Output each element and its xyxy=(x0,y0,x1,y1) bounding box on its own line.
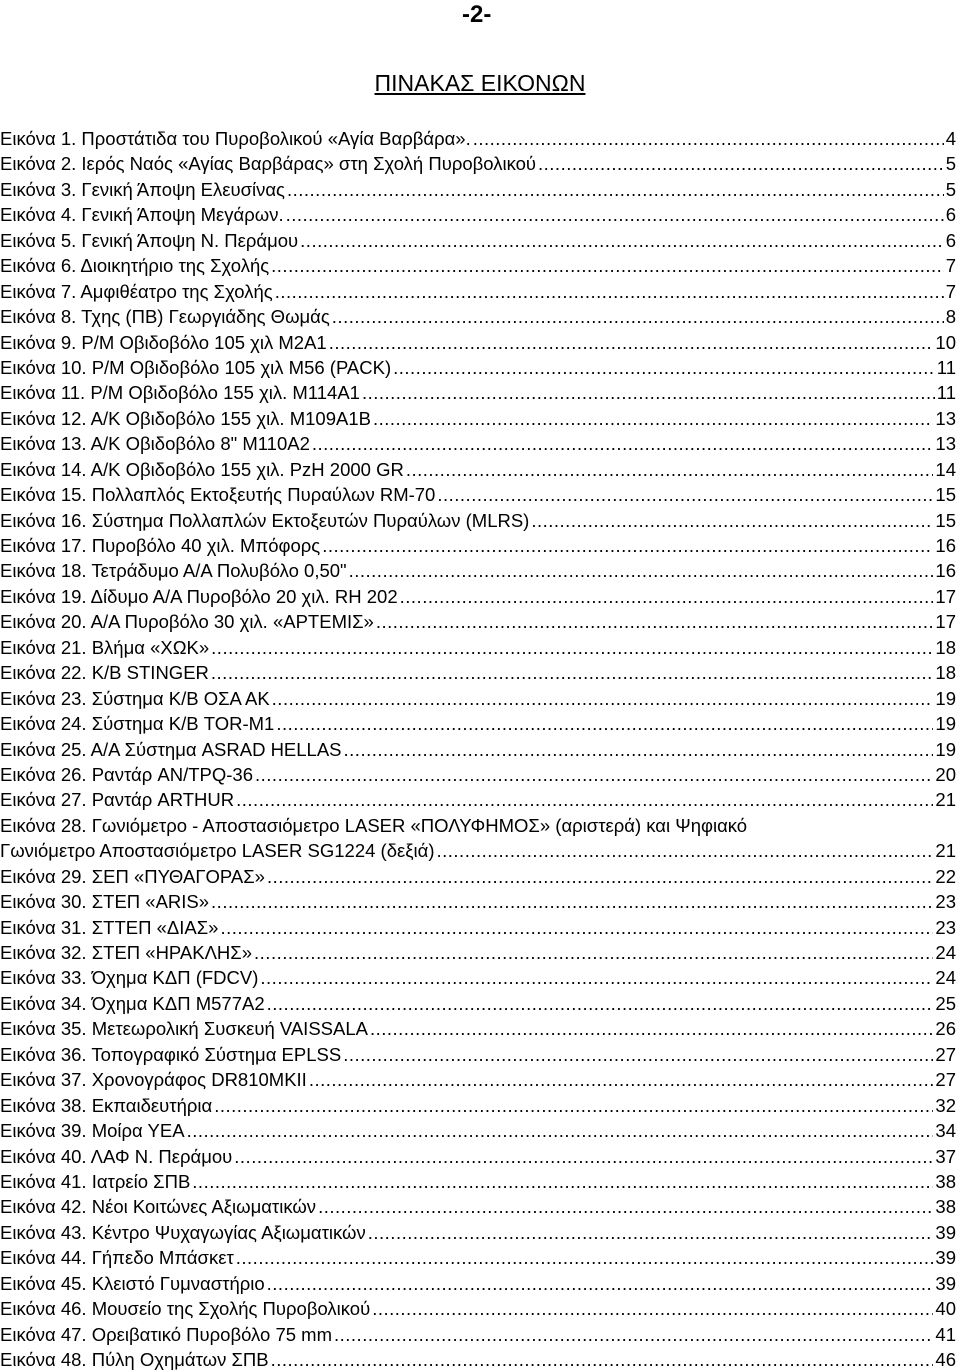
toc-entry-label: Εικόνα 41. Ιατρείο ΣΠΒ xyxy=(0,1170,191,1192)
dot-leader xyxy=(286,202,944,227)
toc-entry-page: 19 xyxy=(935,738,956,760)
toc-entry[interactable] xyxy=(0,508,956,533)
dot-leader xyxy=(334,1322,933,1347)
toc-entry-label: Εικόνα 6. Διοικητήριο της Σχολής xyxy=(0,255,270,277)
toc-entry[interactable] xyxy=(0,1042,956,1067)
toc-entry-label: Εικόνα 23. Σύστημα Κ/Β ΟΣΑ ΑΚ xyxy=(0,687,270,709)
dot-leader xyxy=(236,1245,934,1270)
toc-entry[interactable] xyxy=(0,609,956,634)
dot-leader xyxy=(344,737,934,762)
toc-entry-page: 20 xyxy=(935,763,956,785)
toc-entry-page: 6 xyxy=(945,204,956,226)
toc-entry-label: Εικόνα 29. ΣΕΠ «ΠΥΘΑΓΟΡΑΣ» xyxy=(0,865,265,887)
dot-leader xyxy=(192,1169,933,1194)
toc-entry-label: Εικόνα 32. ΣΤΕΠ «ΗΡΑΚΛΗΣ» xyxy=(0,942,253,963)
dot-leader xyxy=(211,889,933,914)
dot-leader xyxy=(376,609,934,634)
toc-entry[interactable] xyxy=(0,1245,956,1270)
toc-entry[interactable] xyxy=(0,1194,956,1219)
toc-entry[interactable] xyxy=(0,228,956,253)
dot-leader xyxy=(309,1067,934,1092)
toc-entry-label: Εικόνα 13. Α/Κ Οβιδοβόλο 8" Μ110Α2 xyxy=(0,433,310,455)
toc-entry-page: 13 xyxy=(935,407,956,429)
toc-entry-page: 25 xyxy=(935,992,956,1014)
toc-entry-page: 24 xyxy=(935,942,956,963)
dot-leader xyxy=(220,915,933,940)
dot-leader xyxy=(267,991,934,1016)
toc-entry-label: Εικόνα 12. Α/Κ Οβιδοβόλο 155 χιλ. Μ109Α1Β xyxy=(0,407,371,429)
toc-entry-page: 39 xyxy=(935,1221,956,1243)
toc-entry-label: Εικόνα 40. ΛΑΦ Ν. Περάμου xyxy=(0,1145,233,1167)
toc-entry-label: Εικόνα 5. Γενική Άποψη Ν. Περάμου xyxy=(0,229,299,251)
toc-entry[interactable] xyxy=(0,431,956,456)
toc-entry-label: Εικόνα 9. Ρ/Μ Οβιδοβόλο 105 χιλ Μ2Α1 xyxy=(0,331,327,353)
toc-entry[interactable] xyxy=(0,1118,956,1143)
toc-title xyxy=(0,68,960,98)
toc-entry[interactable] xyxy=(0,965,956,990)
toc-entry-label: Εικόνα 34. Όχημα ΚΔΠ Μ577Α2 xyxy=(0,992,265,1014)
toc-entry-page: 11 xyxy=(936,356,956,378)
toc-entry-page: 5 xyxy=(945,178,956,200)
toc-entry-page: 26 xyxy=(935,1018,956,1040)
toc-entry[interactable] xyxy=(0,864,956,889)
dot-leader xyxy=(214,1093,933,1118)
toc-entry-label: Εικόνα 19. Δίδυμο Α/Α Πυροβόλο 20 χιλ. RH 202 xyxy=(0,585,398,607)
toc-entry-page: 19 xyxy=(935,687,956,709)
toc-entry-page: 18 xyxy=(935,662,956,684)
toc-entry-label: Εικόνα 36. Τοπογραφικό Σύστημα EPLSS xyxy=(0,1043,342,1065)
dot-leader xyxy=(267,864,933,889)
toc-entry[interactable] xyxy=(0,660,956,685)
toc-entry-label: Εικόνα 26. Ραντάρ AN/TPQ-36 xyxy=(0,763,254,785)
toc-entry[interactable] xyxy=(0,151,956,176)
toc-entry-label: Εικόνα 46. Μουσείο της Σχολής Πυροβολικού xyxy=(0,1298,371,1320)
toc-entry-page: 46 xyxy=(935,1349,956,1370)
dot-leader xyxy=(211,635,933,660)
toc-entry[interactable] xyxy=(0,533,956,558)
dot-leader xyxy=(255,762,933,787)
dot-leader xyxy=(531,508,933,533)
toc-entry[interactable] xyxy=(0,915,956,940)
toc-entry-label: Εικόνα 31. ΣΤΤΕΠ «ΔΙΑΣ» xyxy=(0,916,219,938)
toc-entry-label: Εικόνα 33. Όχημα ΚΔΠ (FDCV) xyxy=(0,967,259,989)
toc-entry[interactable] xyxy=(0,1220,956,1245)
toc-entry[interactable] xyxy=(0,813,956,838)
toc-entry-page: 39 xyxy=(935,1247,956,1269)
toc-entry-page: 17 xyxy=(935,611,956,633)
toc-entry[interactable] xyxy=(0,686,956,711)
dot-leader xyxy=(370,1016,933,1041)
toc-entry[interactable] xyxy=(0,380,956,405)
toc-entry[interactable] xyxy=(0,406,956,431)
toc-entry-page: 40 xyxy=(935,1298,956,1320)
toc-entry-page: 27 xyxy=(935,1043,956,1065)
toc-entry-label: Γωνιόμετρο Αποστασιόμετρο LASER SG1224 (δεξιά) xyxy=(0,840,435,862)
dot-leader xyxy=(406,457,934,482)
dot-leader xyxy=(267,1271,934,1296)
toc-entry-label: Εικόνα 2. Ιερός Ναός «Αγίας Βαρβάρας» στη Σχολή Πυροβολικού xyxy=(0,153,537,175)
toc-entry[interactable] xyxy=(0,1016,956,1041)
toc-entry-page: 41 xyxy=(935,1323,956,1345)
toc-entry-label: Εικόνα 4. Γενική Άποψη Μεγάρων. xyxy=(0,204,284,226)
toc-entry-label: Εικόνα 35. Μετεωρολική Συσκευή VAISSALA xyxy=(0,1018,368,1040)
toc-entry-label: Εικόνα 37. Χρονογράφος DR810MKII xyxy=(0,1069,307,1091)
dot-leader xyxy=(272,686,934,711)
dot-leader xyxy=(271,1347,934,1372)
dot-leader xyxy=(473,126,944,151)
dot-leader xyxy=(254,940,933,965)
toc-entry-page: 4 xyxy=(945,128,956,149)
toc-entry[interactable] xyxy=(0,584,956,609)
toc-entry[interactable] xyxy=(0,202,956,227)
dot-leader xyxy=(300,228,944,253)
toc-entry-page: 13 xyxy=(935,433,956,455)
toc-entry-page: 10 xyxy=(935,331,956,353)
dot-leader xyxy=(373,406,933,431)
toc-entry-page: 15 xyxy=(935,509,956,531)
toc-entry-label: Εικόνα 39. Μοίρα ΥΕΑ xyxy=(0,1120,185,1142)
toc-entry-page: 23 xyxy=(935,891,956,913)
toc-entry-page: 27 xyxy=(935,1069,956,1091)
toc-entry[interactable] xyxy=(0,1322,956,1347)
dot-leader xyxy=(287,177,944,202)
toc-entry-label: Εικόνα 43. Κέντρο Ψυχαγωγίας Αξιωματικών xyxy=(0,1221,366,1243)
toc-entry[interactable] xyxy=(0,737,956,762)
toc-entry-page: 11 xyxy=(936,382,956,404)
toc-entry-label: Εικόνα 17. Πυροβόλο 40 χιλ. Μπόφορς xyxy=(0,535,321,556)
dot-leader xyxy=(393,355,935,380)
table-of-figures xyxy=(0,126,956,1372)
toc-entry[interactable] xyxy=(0,1169,956,1194)
dot-leader xyxy=(372,1296,933,1321)
toc-entry-page: 14 xyxy=(935,458,956,480)
toc-entry-page: 16 xyxy=(935,560,956,582)
toc-entry-label: Εικόνα 38. Εκπαιδευτήρια xyxy=(0,1094,213,1116)
toc-entry-label: Εικόνα 27. Ραντάρ ARTHUR xyxy=(0,789,235,811)
toc-entry[interactable] xyxy=(0,991,956,1016)
toc-entry-page: 6 xyxy=(945,229,956,251)
dot-leader xyxy=(329,330,934,355)
toc-entry-page: 16 xyxy=(935,535,956,556)
page-number: -2- xyxy=(462,1,492,28)
toc-entry[interactable] xyxy=(0,635,956,660)
toc-entry[interactable] xyxy=(0,253,956,278)
toc-entry-label: Εικόνα 30. ΣΤΕΠ «ARIS» xyxy=(0,891,210,913)
dot-leader xyxy=(437,838,934,863)
toc-entry-page: 23 xyxy=(935,916,956,938)
toc-entry-label: Εικόνα 15. Πολλαπλός Εκτοξευτής Πυραύλων RM-70 xyxy=(0,484,436,506)
toc-entry-page: 7 xyxy=(945,255,956,277)
toc-entry-label: Εικόνα 42. Νέοι Κοιτώνες Αξιωματικών xyxy=(0,1196,317,1218)
toc-entry[interactable] xyxy=(0,1144,956,1169)
dot-leader xyxy=(349,558,934,583)
toc-entry[interactable] xyxy=(0,177,956,202)
dot-leader xyxy=(234,1144,933,1169)
dot-leader xyxy=(275,279,944,304)
toc-entry-label: Εικόνα 21. Βλήμα «ΧΩΚ» xyxy=(0,636,210,658)
dot-leader xyxy=(400,584,934,609)
dot-leader xyxy=(538,151,944,176)
toc-entry[interactable] xyxy=(0,304,956,329)
toc-entry[interactable] xyxy=(0,279,956,304)
toc-entry-page: 17 xyxy=(935,585,956,607)
dot-leader xyxy=(260,965,933,990)
toc-entry-page: 18 xyxy=(935,636,956,658)
toc-entry[interactable] xyxy=(0,457,956,482)
toc-entry-page: 34 xyxy=(935,1120,956,1142)
dot-leader xyxy=(236,787,933,812)
toc-entry-page: 22 xyxy=(935,865,956,887)
toc-entry-label: Εικόνα 25. Α/Α Σύστημα ASRAD HELLAS xyxy=(0,738,342,760)
toc-entry-page: 5 xyxy=(945,153,956,175)
toc-entry-label: Εικόνα 22. Κ/Β STINGER xyxy=(0,662,209,684)
dot-leader xyxy=(332,304,944,329)
toc-entry-label: Εικόνα 18. Τετράδυμο Α/Α Πολυβόλο 0,50" xyxy=(0,560,347,582)
dot-leader xyxy=(211,660,934,685)
toc-entry-label: Εικόνα 8. Τχης (ΠΒ) Γεωργιάδης Θωμάς xyxy=(0,306,330,328)
toc-entry-page: 32 xyxy=(935,1094,956,1116)
toc-entry-label: Εικόνα 45. Κλειστό Γυμναστήριο xyxy=(0,1272,265,1294)
toc-entry[interactable] xyxy=(0,126,956,151)
toc-entry-label: Εικόνα 44. Γήπεδο Μπάσκετ xyxy=(0,1247,234,1269)
dot-leader xyxy=(322,533,933,558)
toc-entry-page: 19 xyxy=(935,713,956,735)
toc-entry-page: 38 xyxy=(935,1170,956,1192)
dot-leader xyxy=(271,253,944,278)
dot-leader xyxy=(318,1194,933,1219)
dot-leader xyxy=(343,1042,933,1067)
toc-entry[interactable] xyxy=(0,1093,956,1118)
toc-entry[interactable] xyxy=(0,1271,956,1296)
toc-entry[interactable] xyxy=(0,330,956,355)
toc-entry[interactable] xyxy=(0,940,956,965)
toc-entry[interactable] xyxy=(0,762,956,787)
toc-entry-label: Εικόνα 28. Γωνιόμετρο - Αποστασιόμετρο LASER «ΠΟΛΥΦΗΜΟΣ» (αριστερά) και Ψηφιακό xyxy=(0,814,748,836)
toc-entry-page: 37 xyxy=(935,1145,956,1167)
toc-entry-label: Εικόνα 7. Αμφιθέατρο της Σχολής xyxy=(0,280,273,302)
toc-entry-page: 8 xyxy=(945,306,956,328)
toc-entry[interactable] xyxy=(0,558,956,583)
dot-leader xyxy=(437,482,933,507)
dot-leader xyxy=(276,711,933,736)
toc-entry-page: 15 xyxy=(935,484,956,506)
toc-entry[interactable] xyxy=(0,482,956,507)
toc-entry-page: 38 xyxy=(935,1196,956,1218)
toc-entry-label: Εικόνα 16. Σύστημα Πολλαπλών Εκτοξευτών Πυραύλων (MLRS) xyxy=(0,509,530,531)
dot-leader xyxy=(368,1220,934,1245)
toc-entry[interactable] xyxy=(0,838,956,863)
toc-entry-label: Εικόνα 10. Ρ/Μ Οβιδοβόλο 105 χιλ Μ56 (PACK) xyxy=(0,356,392,378)
toc-entry-page: 21 xyxy=(935,840,956,862)
toc-entry-page: 7 xyxy=(945,280,956,302)
toc-entry-page: 21 xyxy=(935,789,956,811)
toc-entry-label: Εικόνα 48. Πύλη Οχημάτων ΣΠΒ xyxy=(0,1349,269,1370)
toc-title-text: ΠΙΝΑΚΑΣ ΕΙΚΟΝΩΝ xyxy=(374,70,586,96)
toc-entry-label: Εικόνα 47. Ορειβατικό Πυροβόλο 75 mm xyxy=(0,1323,332,1345)
toc-entry-label: Εικόνα 24. Σύστημα Κ/Β TOR-M1 xyxy=(0,713,275,735)
toc-entry[interactable] xyxy=(0,355,956,380)
toc-entry-label: Εικόνα 1. Προστάτιδα του Πυροβολικού «Αγία Βαρβάρα». xyxy=(0,128,471,149)
dot-leader xyxy=(187,1118,934,1143)
toc-entry[interactable] xyxy=(0,711,956,736)
toc-entry[interactable] xyxy=(0,1067,956,1092)
toc-entry-label: Εικόνα 20. Α/Α Πυροβόλο 30 χιλ. «ΑΡΤΕΜΙΣ» xyxy=(0,611,374,633)
toc-entry[interactable] xyxy=(0,889,956,914)
toc-entry-label: Εικόνα 14. Α/Κ Οβιδοβόλο 155 χιλ. PzH 2000 GR xyxy=(0,458,404,480)
toc-entry[interactable] xyxy=(0,1296,956,1321)
toc-entry-page: 39 xyxy=(935,1272,956,1294)
toc-entry-page: 24 xyxy=(935,967,956,989)
toc-entry-label: Εικόνα 3. Γενική Άποψη Ελευσίνας xyxy=(0,178,285,200)
toc-entry[interactable] xyxy=(0,787,956,812)
toc-entry[interactable] xyxy=(0,1347,956,1372)
toc-entry-label: Εικόνα 11. Ρ/Μ Οβιδοβόλο 155 χιλ. Μ114Α1 xyxy=(0,382,360,404)
dot-leader xyxy=(362,380,935,405)
dot-leader xyxy=(312,431,934,456)
